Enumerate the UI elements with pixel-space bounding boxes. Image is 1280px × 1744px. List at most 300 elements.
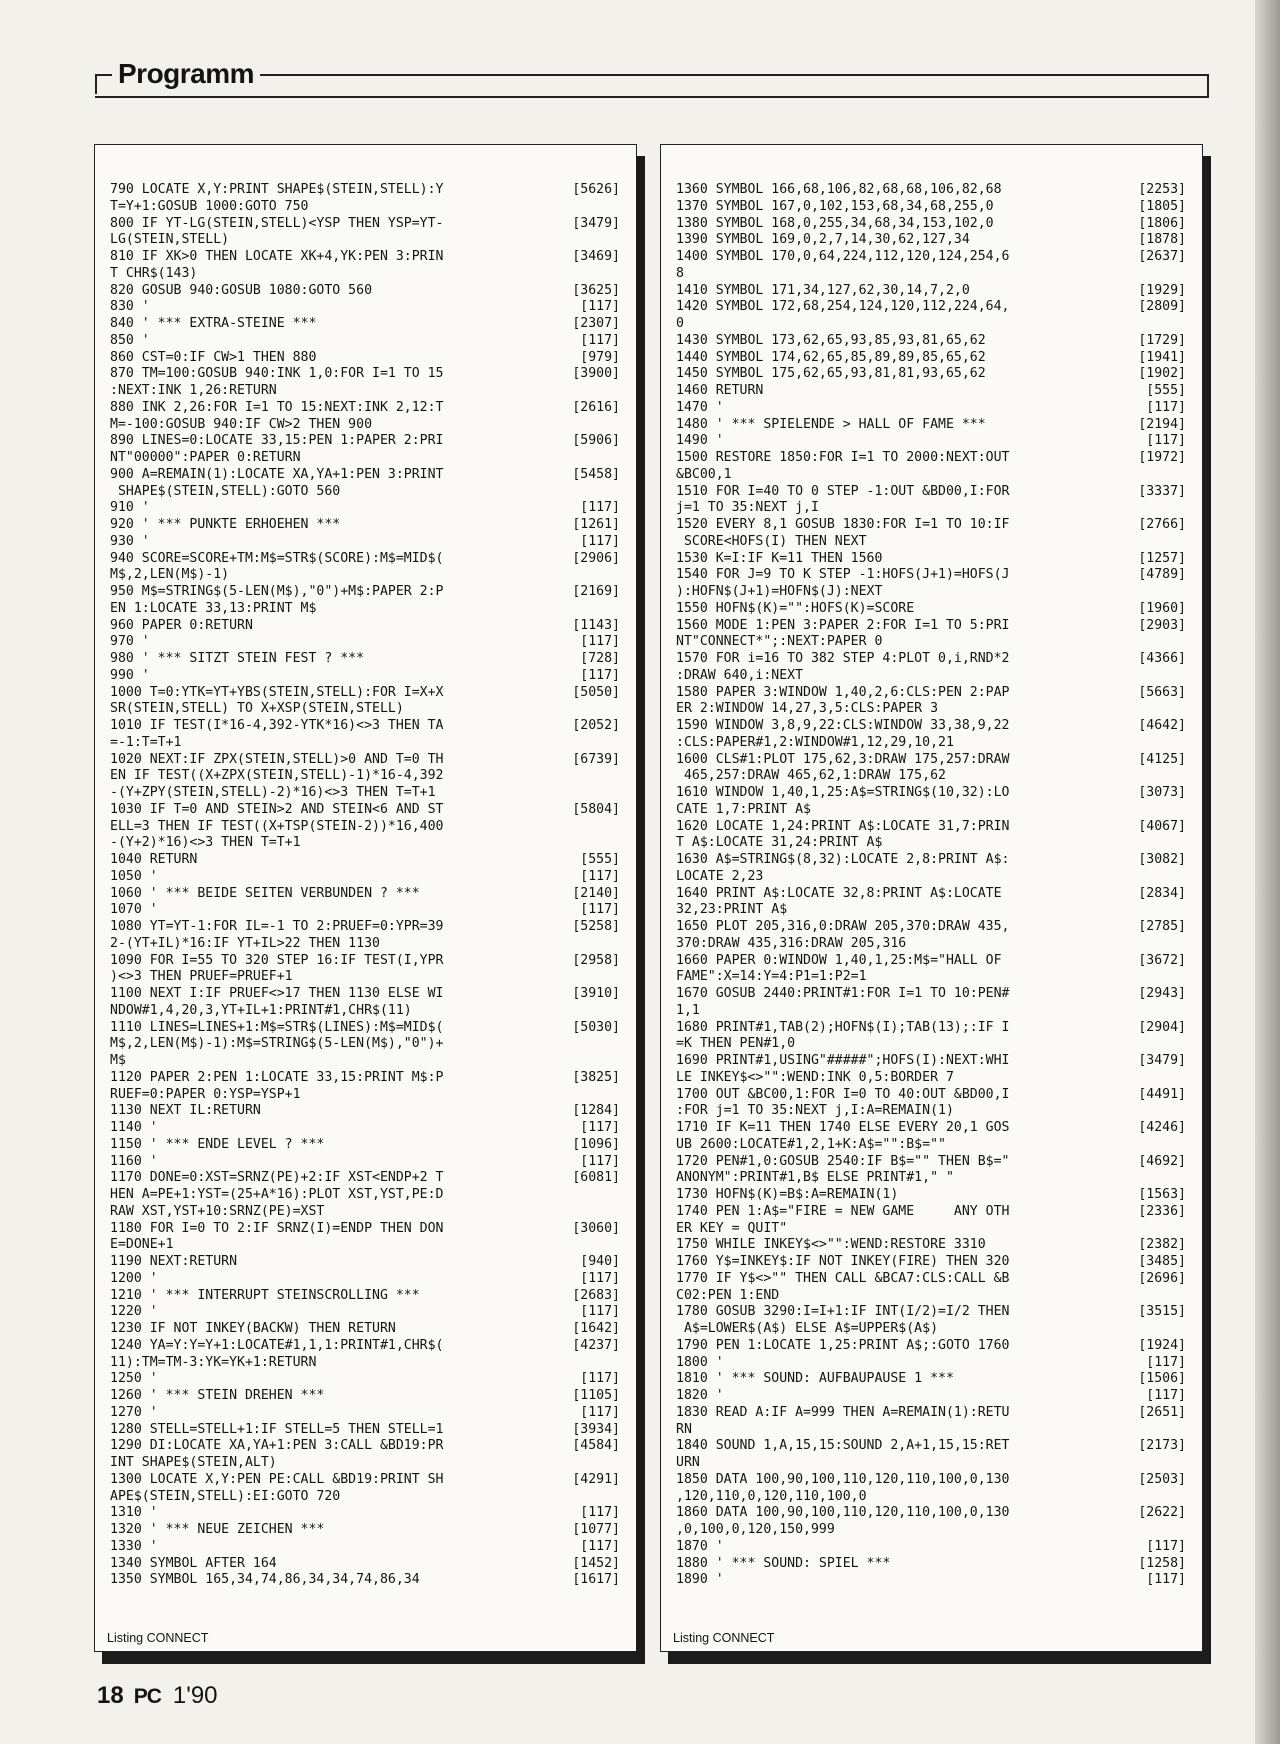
code-line bbox=[676, 1388, 1186, 1405]
code-line bbox=[110, 1405, 620, 1422]
code-line bbox=[110, 1338, 620, 1355]
code-line bbox=[676, 1237, 1186, 1254]
code-text: EN 1:LOCATE 33,13:PRINT M$ bbox=[110, 600, 317, 616]
code-text: 1000 T=0:YTK=YT+YBS(STEIN,STELL):FOR I=X+X bbox=[110, 684, 444, 700]
checksum: [4125] bbox=[1138, 751, 1186, 767]
checksum: [3337] bbox=[1138, 483, 1186, 499]
code-text: 1480 ' *** SPIELENDE > HALL OF FAME *** bbox=[676, 416, 986, 432]
checksum: [1960] bbox=[1138, 600, 1186, 616]
code-text: 1020 NEXT:IF ZPX(STEIN,STELL)>0 AND T=0 TH bbox=[110, 751, 444, 767]
code-text: 1040 RETURN bbox=[110, 852, 198, 867]
code-text: 910 ' bbox=[110, 500, 150, 516]
code-text: EN IF TEST((X+ZPX(STEIN,STELL)-1)*16-4,392 bbox=[110, 768, 444, 784]
checksum: [2903] bbox=[1138, 617, 1186, 633]
code-line bbox=[676, 1036, 1186, 1053]
code-text: 1650 PLOT 205,316,0:DRAW 205,370:DRAW 435, bbox=[676, 919, 1010, 934]
code-line bbox=[110, 1438, 620, 1455]
code-text: :FOR j=1 TO 35:NEXT j,I:A=REMAIN(1) bbox=[676, 1103, 954, 1119]
page-title: Programm bbox=[112, 58, 260, 90]
code-text: 1290 DI:LOCATE XA,YA+1:PEN 3:CALL &BD19:PR bbox=[110, 1438, 444, 1454]
code-text: ):HOFN$(J+1)=HOFN$(J):NEXT bbox=[676, 584, 883, 599]
checksum: [117] bbox=[580, 634, 620, 650]
listing-box-left bbox=[94, 144, 637, 1652]
code-line bbox=[110, 1103, 620, 1120]
code-line bbox=[676, 718, 1186, 735]
code-text: 1200 ' bbox=[110, 1270, 158, 1286]
code-line bbox=[676, 551, 1186, 568]
code-line bbox=[676, 768, 1186, 785]
code-line bbox=[110, 768, 620, 785]
code-text: ,120,110,0,120,110,100,0 bbox=[676, 1488, 867, 1504]
code-text: 1150 ' *** ENDE LEVEL ? *** bbox=[110, 1136, 325, 1152]
code-text: 1540 FOR J=9 TO K STEP -1:HOFS(J+1)=HOFS(J bbox=[676, 567, 1010, 583]
code-line bbox=[110, 752, 620, 769]
code-line bbox=[676, 366, 1186, 383]
code-text: ER KEY = QUIT" bbox=[676, 1220, 788, 1236]
code-text: 810 IF XK>0 THEN LOCATE XK+4,YK:PEN 3:PRIN bbox=[110, 249, 444, 264]
code-line bbox=[676, 500, 1186, 517]
code-line bbox=[676, 534, 1186, 551]
code-line bbox=[110, 902, 620, 919]
code-line bbox=[110, 785, 620, 802]
checksum: [3910] bbox=[572, 986, 620, 1001]
code-text: 1210 ' *** INTERRUPT STEINSCROLLING *** bbox=[110, 1287, 420, 1303]
code-text: 1300 LOCATE X,Y:PEN PE:CALL &BD19:PRINT SH bbox=[110, 1471, 444, 1487]
code-line bbox=[110, 701, 620, 718]
code-line bbox=[110, 969, 620, 986]
checksum: [2683] bbox=[572, 1287, 620, 1303]
code-line bbox=[110, 1053, 620, 1070]
checksum: [3900] bbox=[572, 366, 620, 382]
checksum: [2622] bbox=[1138, 1505, 1186, 1521]
checksum: [117] bbox=[580, 1304, 620, 1320]
code-line bbox=[110, 802, 620, 819]
code-line bbox=[110, 299, 620, 316]
code-line bbox=[676, 1338, 1186, 1355]
code-text: 1190 NEXT:RETURN bbox=[110, 1254, 238, 1269]
code-line bbox=[676, 266, 1186, 283]
code-text: 1590 WINDOW 3,8,9,22:CLS:WINDOW 33,38,9,22 bbox=[676, 718, 1010, 733]
checksum: [117] bbox=[580, 299, 620, 315]
code-line bbox=[676, 450, 1186, 467]
code-line bbox=[110, 1271, 620, 1288]
checksum: [1805] bbox=[1138, 198, 1186, 214]
code-text: RUEF=0:PAPER 0:YSP=YSP+1 bbox=[110, 1086, 301, 1102]
header-rule-left-tick bbox=[95, 74, 97, 94]
code-line bbox=[110, 467, 620, 484]
code-text: 1500 RESTORE 1850:FOR I=1 TO 2000:NEXT:OUT bbox=[676, 450, 1010, 465]
code-text: 1680 PRINT#1,TAB(2);HOFN$(I);TAB(13);:IF I bbox=[676, 1019, 1010, 1035]
code-text: 465,257:DRAW 465,62,1:DRAW 175,62 bbox=[676, 768, 946, 784]
code-text: 1560 MODE 1:PEN 3:PAPER 2:FOR I=1 TO 5:PRI bbox=[676, 617, 1010, 633]
checksum: [2140] bbox=[572, 885, 620, 901]
checksum: [2503] bbox=[1138, 1471, 1186, 1487]
code-line bbox=[676, 1103, 1186, 1120]
code-text: 930 ' bbox=[110, 533, 150, 549]
code-text: T=Y+1:GOSUB 1000:GOTO 750 bbox=[110, 198, 309, 214]
code-text: 1120 PAPER 2:PEN 1:LOCATE 33,15:PRINT M$:P bbox=[110, 1069, 444, 1085]
code-text: 1250 ' bbox=[110, 1371, 158, 1387]
code-text: 990 ' bbox=[110, 667, 150, 683]
checksum: [2906] bbox=[572, 550, 620, 566]
checksum: [1096] bbox=[572, 1136, 620, 1152]
code-text: 1320 ' *** NEUE ZEICHEN *** bbox=[110, 1522, 325, 1537]
code-line bbox=[676, 484, 1186, 501]
code-listing-right bbox=[676, 182, 1186, 1589]
code-line bbox=[110, 1355, 620, 1372]
checksum: [117] bbox=[580, 1538, 620, 1554]
code-text: RN bbox=[676, 1421, 692, 1437]
page-number: 18 bbox=[97, 1682, 124, 1709]
checksum: [4584] bbox=[572, 1438, 620, 1454]
code-line bbox=[110, 1522, 620, 1539]
code-line bbox=[110, 1321, 620, 1338]
code-line bbox=[676, 1170, 1186, 1187]
checksum: [1729] bbox=[1138, 332, 1186, 348]
code-line bbox=[110, 450, 620, 467]
code-line bbox=[676, 567, 1186, 584]
code-text: :NEXT:INK 1,26:RETURN bbox=[110, 383, 277, 398]
code-text: 890 LINES=0:LOCATE 33,15:PEN 1:PAPER 2:PRI bbox=[110, 433, 444, 449]
checksum: [5804] bbox=[572, 801, 620, 817]
code-text: 2-(YT+IL)*16:IF YT+IL>22 THEN 1130 bbox=[110, 935, 380, 951]
code-line bbox=[110, 1170, 620, 1187]
code-text: 1710 IF K=11 THEN 1740 ELSE EVERY 20,1 GOS bbox=[676, 1120, 1010, 1135]
issue-label: 1'90 bbox=[172, 1682, 218, 1709]
checksum: [2785] bbox=[1138, 919, 1186, 934]
code-line bbox=[676, 1204, 1186, 1221]
code-text: 840 ' *** EXTRA-STEINE *** bbox=[110, 316, 317, 331]
code-line bbox=[676, 601, 1186, 618]
code-line bbox=[676, 400, 1186, 417]
checksum: [555] bbox=[580, 852, 620, 867]
code-line bbox=[110, 651, 620, 668]
code-line bbox=[110, 249, 620, 266]
code-text: 1510 FOR I=40 TO 0 STEP -1:OUT &BD00,I:FOR bbox=[676, 483, 1010, 499]
code-line bbox=[110, 333, 620, 350]
code-text: T CHR$(143) bbox=[110, 265, 198, 281]
code-text: 1110 LINES=LINES+1:M$=STR$(LINES):M$=MID$( bbox=[110, 1019, 444, 1035]
listing-box-right bbox=[660, 144, 1203, 1652]
code-line bbox=[110, 601, 620, 618]
code-line bbox=[676, 1556, 1186, 1573]
code-text: 1280 STELL=STELL+1:IF STELL=5 THEN STELL=1 bbox=[110, 1421, 444, 1437]
code-text: 1490 ' bbox=[676, 433, 724, 449]
checksum: [555] bbox=[1146, 383, 1186, 398]
code-text: 870 TM=100:GOSUB 940:INK 1,0:FOR I=1 TO 15 bbox=[110, 366, 444, 382]
code-line bbox=[110, 1556, 620, 1573]
code-line bbox=[676, 1539, 1186, 1556]
code-text: :CLS:PAPER#1,2:WINDOW#1,12,29,10,21 bbox=[676, 734, 954, 750]
code-text: j=1 TO 35:NEXT j,I bbox=[676, 500, 819, 516]
checksum: [4366] bbox=[1138, 651, 1186, 666]
checksum: [117] bbox=[580, 1270, 620, 1286]
code-line bbox=[676, 1572, 1186, 1589]
code-text: 1420 SYMBOL 172,68,254,124,120,112,224,64, bbox=[676, 299, 1010, 315]
checksum: [1806] bbox=[1138, 215, 1186, 231]
checksum: [6081] bbox=[572, 1170, 620, 1186]
code-line bbox=[676, 1288, 1186, 1305]
code-text: 1530 K=I:IF K=11 THEN 1560 bbox=[676, 550, 883, 566]
code-line bbox=[676, 1254, 1186, 1271]
checksum: [3825] bbox=[572, 1069, 620, 1085]
code-line bbox=[676, 651, 1186, 668]
code-line bbox=[676, 1438, 1186, 1455]
code-line bbox=[676, 785, 1186, 802]
code-line bbox=[676, 249, 1186, 266]
code-text: 1830 READ A:IF A=999 THEN A=REMAIN(1):RETU bbox=[676, 1404, 1010, 1420]
checksum: [2651] bbox=[1138, 1404, 1186, 1420]
code-text: 950 M$=STRING$(5-LEN(M$),"0")+M$:PAPER 2:P bbox=[110, 584, 444, 599]
code-text: :DRAW 640,i:NEXT bbox=[676, 667, 804, 683]
code-line bbox=[110, 685, 620, 702]
code-text: SR(STEIN,STELL) TO X+XSP(STEIN,STELL) bbox=[110, 701, 404, 717]
code-line bbox=[110, 350, 620, 367]
code-line bbox=[110, 551, 620, 568]
checksum: [117] bbox=[580, 1371, 620, 1387]
code-line bbox=[110, 1154, 620, 1171]
code-line bbox=[676, 986, 1186, 1003]
checksum: [4237] bbox=[572, 1337, 620, 1353]
checksum: [117] bbox=[1146, 1538, 1186, 1554]
checksum: [2834] bbox=[1138, 885, 1186, 901]
checksum: [117] bbox=[580, 868, 620, 884]
code-text: )<>3 THEN PRUEF=PRUEF+1 bbox=[110, 969, 293, 985]
code-text: 11):TM=TM-3:YK=YK+1:RETURN bbox=[110, 1354, 317, 1370]
checksum: [940] bbox=[580, 1254, 620, 1269]
code-line bbox=[110, 216, 620, 233]
code-line bbox=[110, 417, 620, 434]
code-line bbox=[676, 819, 1186, 836]
checksum: [1642] bbox=[572, 1321, 620, 1336]
code-line bbox=[110, 1539, 620, 1556]
code-line bbox=[110, 232, 620, 249]
code-text: 1410 SYMBOL 171,34,127,62,30,14,7,2,0 bbox=[676, 282, 970, 298]
code-text: ER 2:WINDOW 14,27,3,5:CLS:PAPER 3 bbox=[676, 701, 939, 717]
page-footer bbox=[97, 1682, 218, 1710]
code-text: 940 SCORE=SCORE+TM:M$=STR$(SCORE):M$=MID$( bbox=[110, 550, 444, 566]
code-line bbox=[110, 1237, 620, 1254]
checksum: [1452] bbox=[572, 1555, 620, 1571]
code-line bbox=[676, 735, 1186, 752]
checksum: [1105] bbox=[572, 1388, 620, 1403]
checksum: [3082] bbox=[1138, 852, 1186, 867]
checksum: [4491] bbox=[1138, 1086, 1186, 1102]
code-line bbox=[676, 1221, 1186, 1238]
code-line bbox=[110, 534, 620, 551]
checksum: [2637] bbox=[1138, 249, 1186, 264]
code-text: 850 ' bbox=[110, 332, 150, 348]
code-line bbox=[676, 701, 1186, 718]
code-text: 370:DRAW 435,316:DRAW 205,316 bbox=[676, 935, 907, 951]
code-line bbox=[676, 1321, 1186, 1338]
checksum: [1284] bbox=[572, 1103, 620, 1119]
code-line bbox=[676, 618, 1186, 635]
code-line bbox=[676, 1355, 1186, 1372]
code-line bbox=[110, 668, 620, 685]
checksum: [5906] bbox=[572, 433, 620, 449]
code-text: 1270 ' bbox=[110, 1404, 158, 1420]
code-line bbox=[110, 383, 620, 400]
code-line bbox=[676, 350, 1186, 367]
code-line bbox=[676, 1405, 1186, 1422]
code-text: 1580 PAPER 3:WINDOW 1,40,2,6:CLS:PEN 2:PAP bbox=[676, 684, 1010, 700]
code-text: 32,23:PRINT A$ bbox=[676, 902, 788, 918]
listing-caption-left: Listing CONNECT bbox=[107, 1631, 209, 1645]
checksum: [2696] bbox=[1138, 1270, 1186, 1286]
code-text: LOCATE 2,23 bbox=[676, 868, 764, 884]
code-line bbox=[110, 517, 620, 534]
code-line bbox=[676, 383, 1186, 400]
code-text: 830 ' bbox=[110, 299, 150, 315]
code-line bbox=[676, 1522, 1186, 1539]
checksum: [2943] bbox=[1138, 986, 1186, 1001]
code-text: LE INKEY$<>"":WEND:INK 0,5:BORDER 7 bbox=[676, 1069, 954, 1085]
checksum: [2336] bbox=[1138, 1203, 1186, 1219]
checksum: [1929] bbox=[1138, 282, 1186, 298]
code-text: 1660 PAPER 0:WINDOW 1,40,1,25:M$="HALL OF bbox=[676, 952, 1002, 968]
code-text: 1790 PEN 1:LOCATE 1,25:PRINT A$;:GOTO 1760 bbox=[676, 1337, 1010, 1353]
code-text: 1850 DATA 100,90,100,110,120,110,100,0,130 bbox=[676, 1471, 1010, 1487]
code-line bbox=[110, 1505, 620, 1522]
checksum: [117] bbox=[580, 902, 620, 918]
code-line bbox=[110, 1070, 620, 1087]
code-text: E=DONE+1 bbox=[110, 1237, 174, 1253]
code-line bbox=[676, 1003, 1186, 1020]
code-line bbox=[110, 1388, 620, 1405]
code-line bbox=[676, 433, 1186, 450]
code-text: 1610 WINDOW 1,40,1,25:A$=STRING$(10,32):LO bbox=[676, 785, 1010, 800]
code-line bbox=[676, 299, 1186, 316]
code-text: 1060 ' *** BEIDE SEITEN VERBUNDEN ? *** bbox=[110, 885, 420, 901]
code-line bbox=[676, 919, 1186, 936]
checksum: [117] bbox=[1146, 399, 1186, 415]
checksum: [1924] bbox=[1138, 1337, 1186, 1353]
code-line bbox=[110, 986, 620, 1003]
code-text: 1070 ' bbox=[110, 902, 158, 918]
checksum: [3469] bbox=[572, 249, 620, 264]
page-edge-shadow bbox=[1255, 0, 1280, 1744]
code-text: 1840 SOUND 1,A,15,15:SOUND 2,A+1,15,15:RET bbox=[676, 1438, 1010, 1454]
code-text: 920 ' *** PUNKTE ERHOEHEN *** bbox=[110, 517, 341, 532]
checksum: [2904] bbox=[1138, 1019, 1186, 1035]
code-text: RAW XST,YST+10:SRNZ(PE)=XST bbox=[110, 1203, 325, 1219]
checksum: [3934] bbox=[572, 1421, 620, 1437]
checksum: [5258] bbox=[572, 919, 620, 934]
code-line bbox=[110, 1137, 620, 1154]
code-text: 800 IF YT-LG(STEIN,STELL)<YSP THEN YSP=YT- bbox=[110, 215, 444, 231]
code-line bbox=[676, 1137, 1186, 1154]
checksum: [117] bbox=[1146, 1354, 1186, 1370]
checksum: [117] bbox=[1146, 433, 1186, 449]
code-line bbox=[110, 1288, 620, 1305]
code-line bbox=[110, 1221, 620, 1238]
code-text: 1760 Y$=INKEY$:IF NOT INKEY(FIRE) THEN 320 bbox=[676, 1254, 1010, 1269]
code-text: M$ bbox=[110, 1053, 126, 1068]
code-line bbox=[110, 1371, 620, 1388]
code-text: 1400 SYMBOL 170,0,64,224,112,120,124,254,6 bbox=[676, 249, 1010, 264]
code-line bbox=[110, 953, 620, 970]
code-text: 1030 IF T=0 AND STEIN>2 AND STEIN<6 AND ST bbox=[110, 801, 444, 817]
code-text: 1600 CLS#1:PLOT 175,62,3:DRAW 175,257:DRAW bbox=[676, 751, 1010, 767]
code-text: 1350 SYMBOL 165,34,74,86,34,34,74,86,34 bbox=[110, 1572, 420, 1588]
code-line bbox=[110, 400, 620, 417]
code-line bbox=[110, 634, 620, 651]
code-text: 1860 DATA 100,90,100,110,120,110,100,0,130 bbox=[676, 1505, 1010, 1521]
code-text: M$,2,LEN(M$)-1) bbox=[110, 567, 230, 583]
code-text: 970 ' bbox=[110, 634, 150, 650]
code-text: 1340 SYMBOL AFTER 164 bbox=[110, 1555, 277, 1571]
code-text: NDOW#1,4,20,3,YT+IL+1:PRINT#1,CHR$(11) bbox=[110, 1002, 412, 1018]
code-line bbox=[110, 1455, 620, 1472]
code-text: 1220 ' bbox=[110, 1304, 158, 1320]
code-text: 1570 FOR i=16 TO 382 STEP 4:PLOT 0,i,RND*2 bbox=[676, 651, 1010, 666]
checksum: [4789] bbox=[1138, 567, 1186, 583]
checksum: [2194] bbox=[1138, 416, 1186, 432]
code-line bbox=[676, 1304, 1186, 1321]
checksum: [3485] bbox=[1138, 1254, 1186, 1269]
checksum: [117] bbox=[1146, 1572, 1186, 1588]
code-text: FAME":X=14:Y=4:P1=1:P2=1 bbox=[676, 969, 867, 985]
code-line bbox=[110, 1472, 620, 1489]
code-line bbox=[676, 467, 1186, 484]
checksum: [728] bbox=[580, 651, 620, 666]
code-text: 960 PAPER 0:RETURN bbox=[110, 617, 253, 633]
checksum: [1257] bbox=[1138, 550, 1186, 566]
code-line bbox=[110, 1304, 620, 1321]
code-text: 1370 SYMBOL 167,0,102,153,68,34,68,255,0 bbox=[676, 198, 994, 214]
checksum: [2307] bbox=[572, 316, 620, 331]
code-text: LG(STEIN,STELL) bbox=[110, 232, 230, 248]
code-text: 880 INK 2,26:FOR I=1 TO 15:NEXT:INK 2,12:T bbox=[110, 399, 444, 415]
checksum: [2766] bbox=[1138, 517, 1186, 532]
code-line bbox=[110, 1020, 620, 1037]
code-text: =-1:T=T+1 bbox=[110, 734, 182, 750]
code-text: 1100 NEXT I:IF PRUEF<>17 THEN 1130 ELSE WI bbox=[110, 986, 444, 1001]
code-text: T A$:LOCATE 31,24:PRINT A$ bbox=[676, 835, 883, 851]
listing-caption-right: Listing CONNECT bbox=[673, 1631, 775, 1645]
code-text: 1730 HOFN$(K)=B$:A=REMAIN(1) bbox=[676, 1187, 899, 1202]
code-text: 1780 GOSUB 3290:I=I+1:IF INT(I/2)=I/2 THEN bbox=[676, 1304, 1010, 1320]
checksum: [4291] bbox=[572, 1471, 620, 1487]
checksum: [3073] bbox=[1138, 785, 1186, 800]
checksum: [979] bbox=[580, 349, 620, 365]
code-line bbox=[110, 567, 620, 584]
code-text: 1140 ' bbox=[110, 1120, 158, 1135]
code-line bbox=[676, 685, 1186, 702]
checksum: [2809] bbox=[1138, 299, 1186, 315]
code-text: 1670 GOSUB 2440:PRINT#1:FOR I=1 TO 10:PEN# bbox=[676, 986, 1010, 1001]
code-text: M$,2,LEN(M$)-1):M$=STRING$(5-LEN(M$),"0")+ bbox=[110, 1036, 444, 1052]
code-line bbox=[110, 316, 620, 333]
code-line bbox=[676, 1070, 1186, 1087]
code-text: -(Y+ZPY(STEIN,STELL)-2)*16)<>3 THEN T=T+1 bbox=[110, 785, 436, 800]
code-line bbox=[110, 1003, 620, 1020]
code-line bbox=[110, 936, 620, 953]
code-line bbox=[676, 216, 1186, 233]
code-text: HEN A=PE+1:YST=(25+A*16):PLOT XST,YST,PE:D bbox=[110, 1187, 444, 1202]
code-text: =K THEN PEN#1,0 bbox=[676, 1036, 796, 1052]
code-line bbox=[110, 1204, 620, 1221]
code-text: 1170 DONE=0:XST=SRNZ(PE)+2:IF XST<ENDP+2 T bbox=[110, 1170, 444, 1186]
code-line bbox=[110, 1422, 620, 1439]
code-line bbox=[676, 869, 1186, 886]
code-line bbox=[676, 182, 1186, 199]
code-text: 1810 ' *** SOUND: AUFBAUPAUSE 1 *** bbox=[676, 1371, 954, 1387]
code-line bbox=[110, 433, 620, 450]
code-text: M=-100:GOSUB 940:IF CW>2 THEN 900 bbox=[110, 416, 373, 432]
checksum: [1506] bbox=[1138, 1371, 1186, 1387]
